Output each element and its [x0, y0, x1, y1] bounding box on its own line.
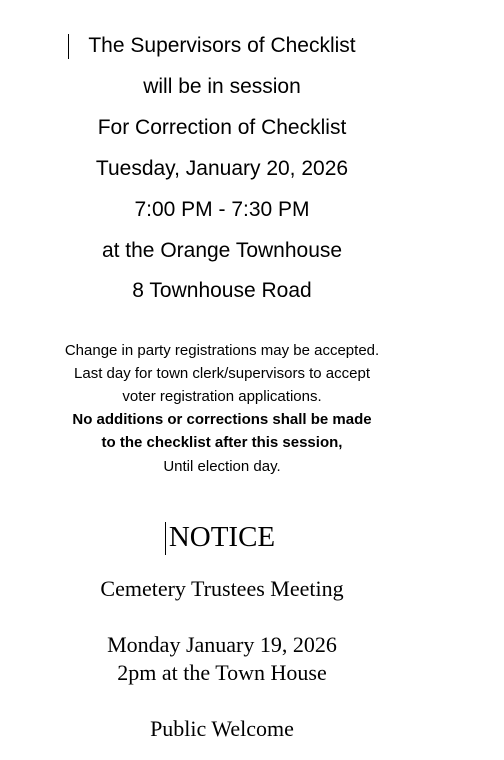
meeting-title: Cemetery Trustees Meeting — [100, 576, 344, 601]
session-line-1: The Supervisors of Checklist — [88, 34, 356, 57]
public-welcome: Public Welcome — [150, 716, 294, 741]
session-date: Tuesday, January 20, 2026 — [95, 157, 349, 180]
session-line-3: For Correction of Checklist — [97, 116, 347, 139]
session-location: at the Orange Townhouse — [101, 239, 343, 262]
detail-line-2: Last day for town clerk/supervisors to accept — [74, 365, 370, 382]
notice-heading: NOTICE — [168, 521, 276, 553]
bold-detail-line-1: No additions or corrections shall be made — [72, 411, 372, 428]
bold-detail-line-2: to the checklist after this session, — [101, 434, 343, 451]
session-address: 8 Townhouse Road — [132, 279, 312, 302]
closing-line: Until election day. — [163, 458, 281, 475]
detail-line-3: voter registration applications. — [122, 388, 322, 405]
meeting-date: Monday January 19, 2026 — [107, 632, 337, 657]
session-time: 7:00 PM - 7:30 PM — [134, 198, 310, 221]
meeting-time-place: 2pm at the Town House — [117, 660, 327, 685]
detail-line-1: Change in party registrations may be accepted. — [64, 342, 380, 359]
session-line-2: will be in session — [143, 75, 301, 98]
